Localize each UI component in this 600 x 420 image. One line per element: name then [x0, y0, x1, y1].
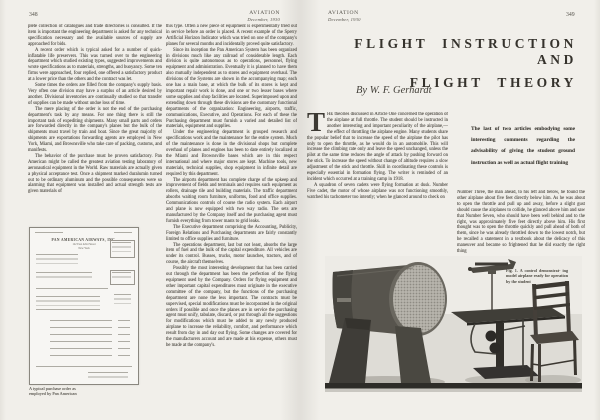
form-greek-line	[35, 232, 63, 236]
form-margin-note	[114, 294, 131, 304]
form-caption-line1: A typical purchase order as	[29, 386, 76, 391]
figure-caption-line2: ing model airplane ready for	[506, 268, 568, 279]
form-date-lines	[112, 242, 131, 254]
form-vendor-address	[36, 254, 78, 266]
left-column-2	[166, 24, 297, 376]
wind-drum	[329, 262, 447, 383]
form-item-amount	[118, 348, 130, 351]
paragraph-text: HE theories discussed in Article One concerned the operation of the airplane at full throttle. The student should be instructed in another interesting and important peculiarity of the airplane,—the effect of throttling the airplane engine. Many students share the popular belief that to increase the speed of the airplane the pilot has only to open the throttle, as he would do in an automobile. This will increase the climbing rate only and leave the speed unchanged, unless the pilot at the same time reduces the angle of attack by pushing forward on the stick. To increase the speed without change of altitude requires a slow adjustment of the stick and throttle. Skill in coordinating these controls is especially essential in formation flying. The writer is reminded of an incident which occurred at a training camp in 1918.	[307, 112, 448, 182]
form-total	[118, 355, 130, 358]
model-airplane	[468, 259, 516, 312]
paragraph: Some times the orders are filled from the company's supply basis. Very often one division may have a surplus of an article desired by another. Divisional inventories are continually studied so that transfer of supplies can be made without undue loss of time.	[28, 83, 162, 106]
form-item-row	[50, 348, 112, 351]
form-address: 122 East 42nd Street	[72, 243, 96, 246]
form-signature-block	[88, 372, 128, 379]
form-item-row	[50, 334, 112, 337]
form-terms-lines	[112, 272, 131, 281]
figure-caption	[506, 268, 568, 284]
form-item-row	[50, 341, 112, 344]
form-conditions-block	[36, 296, 100, 313]
left-magazine-name: AVIATION	[249, 10, 280, 16]
right-running-head	[328, 10, 361, 22]
paragraph: Possibly the most interesting development that has been carried out through the department has been the perfection of the flying equipment used by the Company. Orders for flying equipment and other important capital expenditures must originate in the executive committee of the company, but the functions of the purchasing department are none the less important. The contracts must be supervised, special modifications must be incorporated in the original orders if possible and once the planes are in service the purchasing agent must unify, tabulate, discard, or put through all the suggestions for modifications which must be added to any newly produced airplane to increase the reliability, comfort, and performance which result from day in and day out flying. Some changes are covered for the manufacturers account and are made at his expense, others must be made at the company's.	[166, 266, 297, 348]
right-page-number: 349	[566, 12, 575, 18]
drop-cap: T	[307, 112, 326, 137]
left-running-head	[232, 10, 280, 22]
paragraph-with-dropcap	[307, 112, 448, 183]
right-magazine-name: AVIATION	[328, 10, 359, 16]
figure-photo	[325, 256, 582, 392]
right-page	[300, 0, 600, 420]
paragraph: Number Three, the man ahead, to his left and below, he found the other airplane about five feet directly below him. As he was about to open the throttle and pull up and away, before a slight gust should cause the airplanes to collide, he glanced above him and saw that Number Seven, who should have been well behind and to the right, was approximately five feet directly above him. His first thought was to open the throttle quickly and pull ahead of both of them, since he was already throttled down to the lowest notch, but he recalled a statement in a textbook about the delicacy of this maneuver and became so frightened that he did exactly the right thing	[457, 190, 585, 255]
figure-caption-line1: Fig. 1. A control demonstrat-	[506, 268, 561, 273]
article-title-line2: FLIGHT THEORY	[409, 75, 577, 90]
form-caption	[29, 386, 109, 397]
right-column-1	[307, 112, 448, 240]
form-item-row	[50, 355, 112, 358]
form-item-row	[50, 327, 112, 330]
form-city: New York	[78, 247, 90, 250]
form-order-number	[114, 232, 132, 236]
form-item-amount	[118, 320, 130, 323]
figure-caption-line3: operation by the student	[506, 273, 568, 284]
paragraph: The airports department has complete charge of the upkeep and improvement of fields and terminals and requires such equipment as rollers, drainage tile and building materials. The traffic department absorbs waiting room furniture, uniforms, food and office supplies. Communications controls of course the radio system. Each airport and plane is now equipped with two way radio. The sets are manufactured by the Company itself and the purchasing agent must furnish everything from tower masts to grid leaks.	[166, 177, 297, 224]
left-column-1	[28, 24, 162, 223]
article-byline: By W. F. Gerhardt	[356, 85, 432, 96]
form-item-amount	[118, 327, 130, 330]
chair	[530, 281, 579, 382]
form-caption-line2: employed by Pan American	[29, 391, 77, 397]
left-issue-date: December, 1930	[247, 16, 280, 22]
paragraph: The operations department, last but not least, absorbs the large item of fuel and the bulk of the capital expenditure. All vehicles are under its control. Busses, trucks, motor launches, tractors, and of course, the aircraft themselves.	[166, 242, 297, 266]
paragraph: Since its inception the Pan American System has been organized in divisions much like any railroad of considerable length. Each division is quite autonomous as to operations, personnel, flying equipment and administration. Eventually it is planned to have them also mutually independent as to stores and equipment overhaul. The divisions of the Systems are shown in the accompanying map; each one has a main base, at which the bulk of its stores is kept and important repair work is done, and one or two lesser bases where some supplies and shop facilities are located. Superimposed upon and extending down through these divisions are the customary functional departments of the organization: Engineering, airports, traffic, communications, Executive, and Operations. For each of these the Purchasing department must furnish a varied and detailed list of materials, equipment and supplies.	[166, 47, 297, 130]
paragraph: Under the engineering department is grouped research and specifications work and the maintenance for the entire system. Much of the maintenance is done in the divisional shops but complete overhaul of planes and engines has been to date entirely localized at the Miami and Brownsville bases which are in this respect international and where major stores are kept. Machine tools, new materials, technical supplies, shop equipment in infinite detail are required by this department.	[166, 130, 297, 177]
article-title	[340, 36, 577, 91]
paragraph: The behavior of the purchase must be proven satisfactory. Pan American might be called the greatest aviation testing laboratory of aeronautical equipment in the World. Raw materials are actually given a physical acceptance test. Once a shipment marked duralumin turned out to be ordinary aluminum and the possible consequences were so alarming that equipment was installed and actual strength tests are given materials of	[28, 153, 162, 195]
form-footnote-line	[36, 366, 132, 369]
form-ship-to	[36, 272, 92, 281]
intro-blurb: The last of two articles embodying some interesting comments regarding the advisability of giving the student ground instruction as well as actual flight training	[471, 126, 575, 166]
form-item-amount	[118, 334, 130, 337]
right-column-2	[457, 190, 585, 256]
paragraph: The Executive department comprising the Accounting, Publicity, Foreign Relations and Purchasing departments are fairly constantly limited to office supplies and furniture.	[166, 224, 297, 242]
paragraph: this type. Often a new piece of equipment is experimentally tried out in service before an order is placed. A recent example of the Sperry Artificial Horizon Indicator which was tried on one of the company's planes for several months and incidentally proved quite satisfactory.	[166, 24, 297, 47]
form-item-row	[50, 320, 112, 323]
right-issue-date: December, 1930	[328, 16, 361, 22]
paragraph: A squadron of seven cadets were flying formation at dusk. Number Five cadet, the motor of whose airplane was not functioning smoothly, watched his tachometer too intently; when he glanced around to check on	[307, 182, 448, 200]
form-company-name: PAN AMERICAN AIRWAYS, INC.	[51, 238, 117, 242]
left-page-number: 348	[29, 12, 38, 18]
paragraph: plete collection of catalogues and trade directories is consulted. If the item is important the engineering department is asked for any technical specification necessary and the available sources of supply are approached for bids.	[28, 24, 162, 47]
paragraph: A recent order which is typical asked for a number of quick-inflatable life preservers. This was turned over to the engineering department which studied existing types, suggested improvements and wrote specifications as to materials, strengths, and buoyancy. Some ten firms were approached, four replied, one offered a satisfactory product at a lower price than the others and the contract was let.	[28, 47, 162, 83]
article-title-line1: FLIGHT INSTRUCTION AND	[354, 36, 577, 67]
paragraph: The mere placing of the order is not the end of the purchasing department's task by any means. For one thing there is still the important task of expediting shipments. Many small parts and orders are forwarded directly in the company's planes but the bulk of the shipments must travel by train and boat. Since the great majority of shipments are exportations forwarding agents are employed in New York, Miami, and Brownsville who take care of packing, customs, and manifests.	[28, 106, 162, 154]
form-item-amount	[118, 341, 130, 344]
purchase-order-form-image	[29, 227, 139, 385]
form-subject-line	[36, 288, 108, 292]
